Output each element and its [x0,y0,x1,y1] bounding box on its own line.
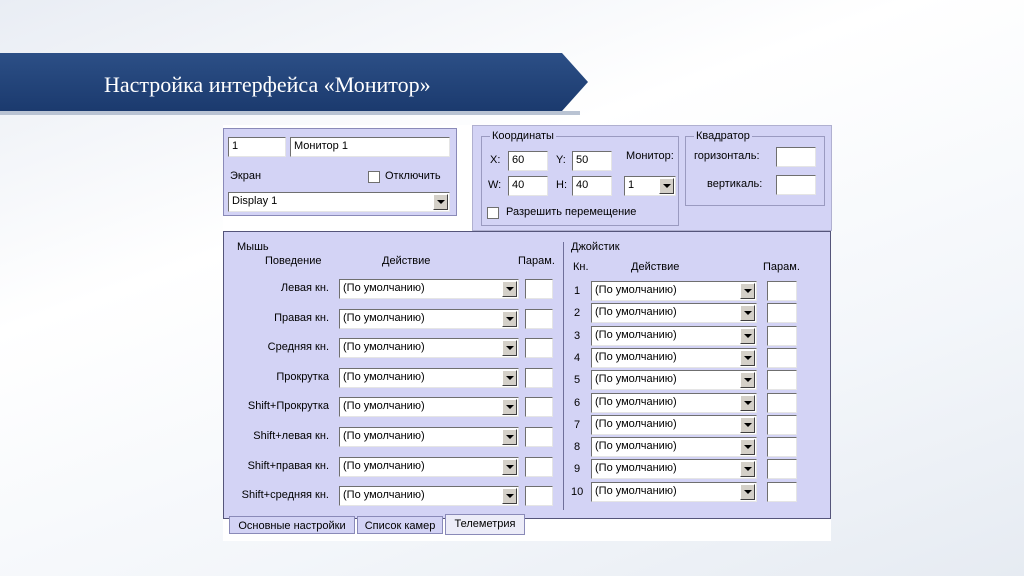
joystick-action-select[interactable] [591,281,757,301]
horizontal-field[interactable] [776,147,816,167]
mouse-action-select[interactable] [339,397,519,417]
tab-main-settings[interactable]: Основные настройки [229,516,355,534]
chevron-down-icon[interactable] [433,194,448,210]
joystick-action-select[interactable] [591,348,757,368]
chevron-down-icon[interactable] [502,311,517,327]
joystick-col-param: Парам. [763,261,800,273]
mouse-col-behavior: Поведение [265,255,322,267]
chevron-down-icon[interactable] [740,417,755,433]
quad-groupbox [685,130,825,206]
mouse-behavior-label: Shift+средняя кн. [241,489,329,501]
joystick-action-value: (По умолчанию) [595,440,677,452]
monitor-label: Монитор: [626,150,674,162]
disable-checkbox[interactable] [368,171,380,183]
joystick-button-number: 2 [573,307,581,319]
joystick-button-number: 3 [573,330,581,342]
vertical-field[interactable] [776,175,816,195]
chevron-down-icon[interactable] [659,178,674,194]
mouse-param-field[interactable] [525,309,553,329]
chevron-down-icon[interactable] [740,439,755,455]
vertical-label: вертикаль: [707,178,763,190]
joystick-param-field[interactable] [767,437,797,457]
mouse-col-param: Парам. [518,255,555,267]
joystick-title: Джойстик [571,241,620,253]
tab-telemetry[interactable]: Телеметрия [445,514,525,535]
joystick-action-value: (По умолчанию) [595,462,677,474]
joystick-action-value: (По умолчанию) [595,306,677,318]
allow-move-checkbox[interactable] [487,207,499,219]
joystick-action-value: (По умолчанию) [595,485,677,497]
chevron-down-icon[interactable] [740,461,755,477]
joystick-col-action: Действие [631,261,680,273]
chevron-down-icon[interactable] [502,340,517,356]
screen-label: Экран [230,170,262,182]
chevron-down-icon[interactable] [740,283,755,299]
joystick-param-field[interactable] [767,370,797,390]
monitor-select[interactable] [624,176,676,196]
quad-title: Квадратор [696,130,750,142]
chevron-down-icon[interactable] [502,488,517,504]
joystick-action-select[interactable] [591,303,757,323]
joystick-button-number: 5 [573,374,581,386]
chevron-down-icon[interactable] [502,459,517,475]
mouse-action-value: (По умолчанию) [343,489,425,501]
mouse-param-field[interactable] [525,368,553,388]
mouse-action-select[interactable] [339,279,519,299]
joystick-action-value: (По умолчанию) [595,418,677,430]
chevron-down-icon[interactable] [740,305,755,321]
mouse-action-value: (По умолчанию) [343,400,425,412]
monitor-select-value: 1 [628,179,635,191]
chevron-down-icon[interactable] [740,484,755,500]
mouse-action-value: (По умолчанию) [343,371,425,383]
mouse-action-select[interactable] [339,457,519,477]
coords-groupbox [481,130,679,226]
disable-label: Отключить [385,170,441,182]
joystick-button-number: 9 [573,463,581,475]
coords-panel [472,125,832,231]
y-field[interactable]: 50 [572,151,612,171]
joystick-action-select[interactable] [591,393,757,413]
monitor-id-field[interactable]: 1 [228,137,286,157]
joystick-button-number: 7 [573,419,581,431]
joystick-param-field[interactable] [767,482,797,502]
mouse-action-select[interactable] [339,427,519,447]
joystick-action-select[interactable] [591,370,757,390]
banner-shadow [0,111,580,115]
mouse-action-value: (По умолчанию) [343,460,425,472]
mouse-behavior-label: Shift+правая кн. [247,460,329,472]
joystick-action-value: (По умолчанию) [595,396,677,408]
section-divider [563,242,564,510]
joystick-param-field[interactable] [767,281,797,301]
mouse-behavior-label: Shift+левая кн. [253,430,329,442]
coords-title: Координаты [492,130,554,142]
display-select[interactable] [228,192,450,212]
joystick-param-field[interactable] [767,393,797,413]
joystick-button-number: 8 [573,441,581,453]
mouse-behavior-label: Правая кн. [274,312,329,324]
joystick-button-number: 10 [571,486,584,498]
joystick-param-field[interactable] [767,348,797,368]
chevron-down-icon[interactable] [502,370,517,386]
chevron-down-icon[interactable] [740,328,755,344]
mouse-action-value: (По умолчанию) [343,282,425,294]
joystick-param-field[interactable] [767,459,797,479]
display-select-value: Display 1 [232,195,278,207]
joystick-param-field[interactable] [767,326,797,346]
allow-move-label: Разрешить перемещение [506,206,637,218]
mouse-col-action: Действие [382,255,431,267]
joystick-action-value: (По умолчанию) [595,284,677,296]
joystick-action-value: (По умолчанию) [595,373,677,385]
joystick-action-value: (По умолчанию) [595,351,677,363]
mouse-param-field[interactable] [525,457,553,477]
mouse-action-value: (По умолчанию) [343,312,425,324]
mouse-behavior-label: Shift+Прокрутка [247,400,329,412]
joystick-button-number: 1 [573,285,581,297]
chevron-down-icon[interactable] [502,399,517,415]
mouse-param-field[interactable] [525,279,553,299]
mouse-action-select[interactable] [339,338,519,358]
monitor-settings-window [223,125,831,541]
x-label: X: [490,154,501,166]
joystick-col-button: Кн. [573,261,589,273]
mouse-action-value: (По умолчанию) [343,430,425,442]
joystick-param-field[interactable] [767,303,797,323]
mouse-param-field[interactable] [525,427,553,447]
joystick-action-select[interactable] [591,437,757,457]
monitor-identity-panel [223,128,457,216]
h-field[interactable]: 40 [572,176,612,196]
chevron-down-icon[interactable] [502,429,517,445]
w-field[interactable]: 40 [508,176,548,196]
mouse-action-select[interactable] [339,309,519,329]
chevron-down-icon[interactable] [740,372,755,388]
chevron-down-icon[interactable] [740,350,755,366]
mouse-behavior-label: Средняя кн. [267,341,329,353]
chevron-down-icon[interactable] [502,281,517,297]
mouse-action-value: (По умолчанию) [343,341,425,353]
mouse-action-select[interactable] [339,486,519,506]
mouse-behavior-label: Прокрутка [276,371,329,383]
tab-camera-list[interactable]: Список камер [357,516,443,534]
chevron-down-icon[interactable] [740,395,755,411]
joystick-action-select[interactable] [591,482,757,502]
joystick-button-number: 6 [573,397,581,409]
w-label: W: [488,179,502,191]
mouse-param-field[interactable] [525,397,553,417]
mouse-param-field[interactable] [525,486,553,506]
mouse-action-select[interactable] [339,368,519,388]
monitor-name-field[interactable]: Монитор 1 [290,137,450,157]
mouse-title: Мышь [237,241,269,253]
mouse-behavior-label: Левая кн. [280,282,329,294]
joystick-action-select[interactable] [591,326,757,346]
joystick-action-select[interactable] [591,415,757,435]
x-field[interactable]: 60 [508,151,548,171]
slide-title: Настройка интерфейса «Монитор» [104,72,431,97]
joystick-action-select[interactable] [591,459,757,479]
mouse-param-field[interactable] [525,338,553,358]
joystick-param-field[interactable] [767,415,797,435]
h-label: H: [556,179,567,191]
joystick-action-value: (По умолчанию) [595,329,677,341]
y-label: Y: [556,154,566,166]
joystick-button-number: 4 [573,352,581,364]
horizontal-label: горизонталь: [694,150,760,162]
